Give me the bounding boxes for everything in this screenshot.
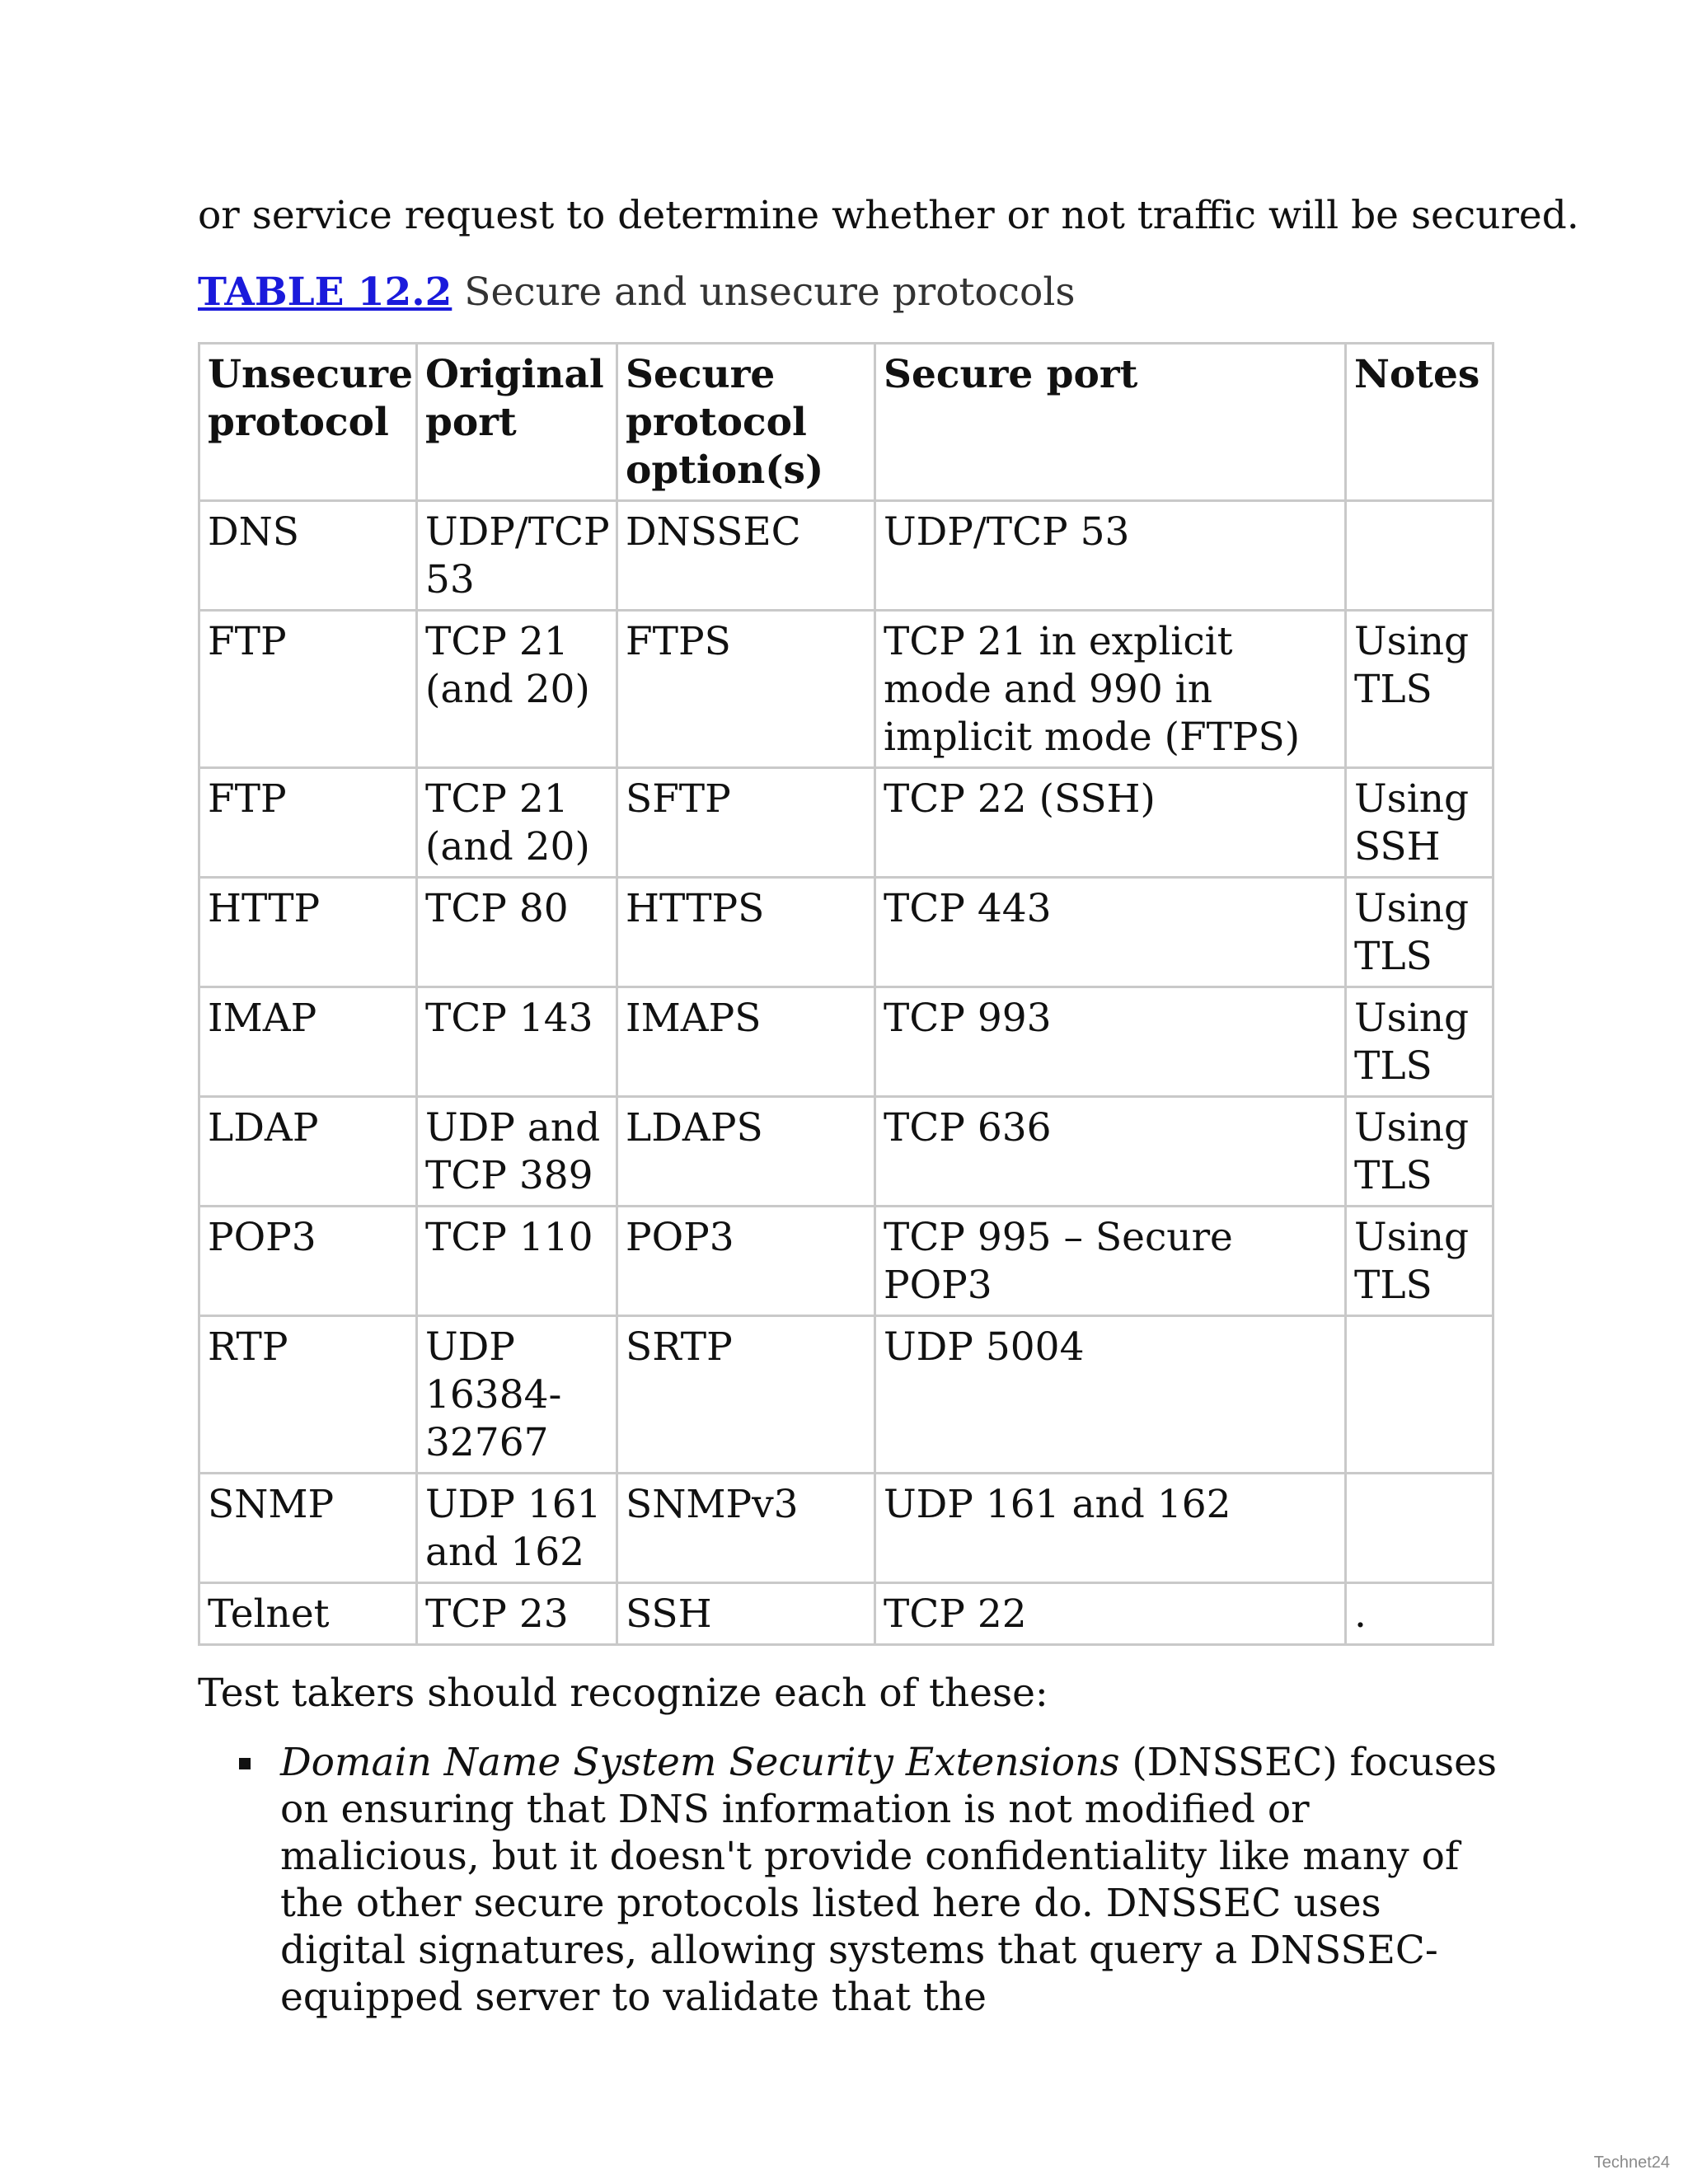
table-cell: POP3 — [617, 1207, 875, 1316]
table-row — [199, 768, 1493, 878]
table-cell: UDP/TCP 53 — [417, 501, 617, 611]
table-cell: TCP 23 — [417, 1583, 617, 1645]
table-cell: UDP 161 and 162 — [875, 1474, 1346, 1583]
list-item — [198, 1739, 1500, 2021]
table-cell: TCP 80 — [417, 878, 617, 987]
table-cell: SRTP — [617, 1316, 875, 1474]
table-cell — [1346, 1474, 1493, 1583]
table-cell: UDP 16384-32767 — [417, 1316, 617, 1474]
column-header: Notes — [1346, 344, 1493, 501]
table-cell: UDP/TCP 53 — [875, 501, 1346, 611]
bullet-list — [198, 1739, 1500, 2021]
table-cell: Using TLS — [1346, 1207, 1493, 1316]
table-cell — [1346, 1316, 1493, 1474]
table-cell: Using TLS — [1346, 878, 1493, 987]
table-cell: IMAP — [199, 987, 417, 1097]
table-row — [199, 1583, 1493, 1645]
table-cell: FTP — [199, 768, 417, 878]
bullet-text: (DNSSEC) focuses on ensuring that DNS information is not modified or malicious, but it doesn't provide confidentiality like many of the other secure protocols listed here do. DNSSEC uses digital signatures, allowing systems that query a DNSSEC-equipped server to validate that the — [280, 1740, 1498, 2020]
table-cell: TCP 993 — [875, 987, 1346, 1097]
table-cell: UDP 161 and 162 — [417, 1474, 617, 1583]
bullet-square-icon — [239, 1758, 251, 1769]
table-cell: SSH — [617, 1583, 875, 1645]
table-cell: UDP 5004 — [875, 1316, 1346, 1474]
table-cell: TCP 995 – Secure POP3 — [875, 1207, 1346, 1316]
watermark: Technet24 — [1593, 2154, 1670, 2172]
table-cell: LDAPS — [617, 1097, 875, 1207]
column-header: Original port — [417, 344, 617, 501]
table-row — [199, 1207, 1493, 1316]
table-cell: SFTP — [617, 768, 875, 878]
table-row — [199, 501, 1493, 611]
bullet-term: Domain Name System Security Extensions — [280, 1740, 1120, 1785]
table-cell: HTTPS — [617, 878, 875, 987]
table-row — [199, 1097, 1493, 1207]
table-cell: . — [1346, 1583, 1493, 1645]
table-cell: TCP 21 (and 20) — [417, 611, 617, 768]
body-paragraph: Test takers should recognize each of these: — [198, 1671, 1048, 1716]
table-cell: TCP 443 — [875, 878, 1346, 987]
table-cell: TCP 22 — [875, 1583, 1346, 1645]
table-cell: Using TLS — [1346, 611, 1493, 768]
table-cell: DNS — [199, 501, 417, 611]
table-caption-text: Secure and unsecure protocols — [452, 269, 1076, 315]
table-cell: TCP 22 (SSH) — [875, 768, 1346, 878]
table-cell: SNMPv3 — [617, 1474, 875, 1583]
table-cell: TCP 110 — [417, 1207, 617, 1316]
table-cell: TCP 636 — [875, 1097, 1346, 1207]
column-header: Secure protocol option(s) — [617, 344, 875, 501]
table-cell — [1346, 501, 1493, 611]
table-row — [199, 611, 1493, 768]
table-cell: LDAP — [199, 1097, 417, 1207]
table-cell: Using TLS — [1346, 1097, 1493, 1207]
table-row — [199, 987, 1493, 1097]
protocols-table — [198, 342, 1494, 1646]
intro-paragraph: or service request to determine whether or not traffic will be secured. — [198, 193, 1579, 238]
table-cell: Telnet — [199, 1583, 417, 1645]
table-cell: SNMP — [199, 1474, 417, 1583]
table-row — [199, 1316, 1493, 1474]
table-cell: UDP and TCP 389 — [417, 1097, 617, 1207]
table-cell: HTTP — [199, 878, 417, 987]
table-cell: DNSSEC — [617, 501, 875, 611]
table-cell: FTPS — [617, 611, 875, 768]
table-cell: POP3 — [199, 1207, 417, 1316]
table-cell: TCP 143 — [417, 987, 617, 1097]
table-reference-link[interactable]: TABLE 12.2 — [198, 269, 452, 315]
column-header: Unsecure protocol — [199, 344, 417, 501]
table-header-row — [199, 344, 1493, 501]
table-cell: TCP 21 in explicit mode and 990 in implicit mode (FTPS) — [875, 611, 1346, 768]
table-cell: RTP — [199, 1316, 417, 1474]
table-cell: IMAPS — [617, 987, 875, 1097]
table-row — [199, 878, 1493, 987]
table-caption — [198, 268, 1076, 317]
table-row — [199, 1474, 1493, 1583]
table-cell: Using TLS — [1346, 987, 1493, 1097]
table-cell: Using SSH — [1346, 768, 1493, 878]
table-cell: FTP — [199, 611, 417, 768]
column-header: Secure port — [875, 344, 1346, 501]
table-cell: TCP 21 (and 20) — [417, 768, 617, 878]
